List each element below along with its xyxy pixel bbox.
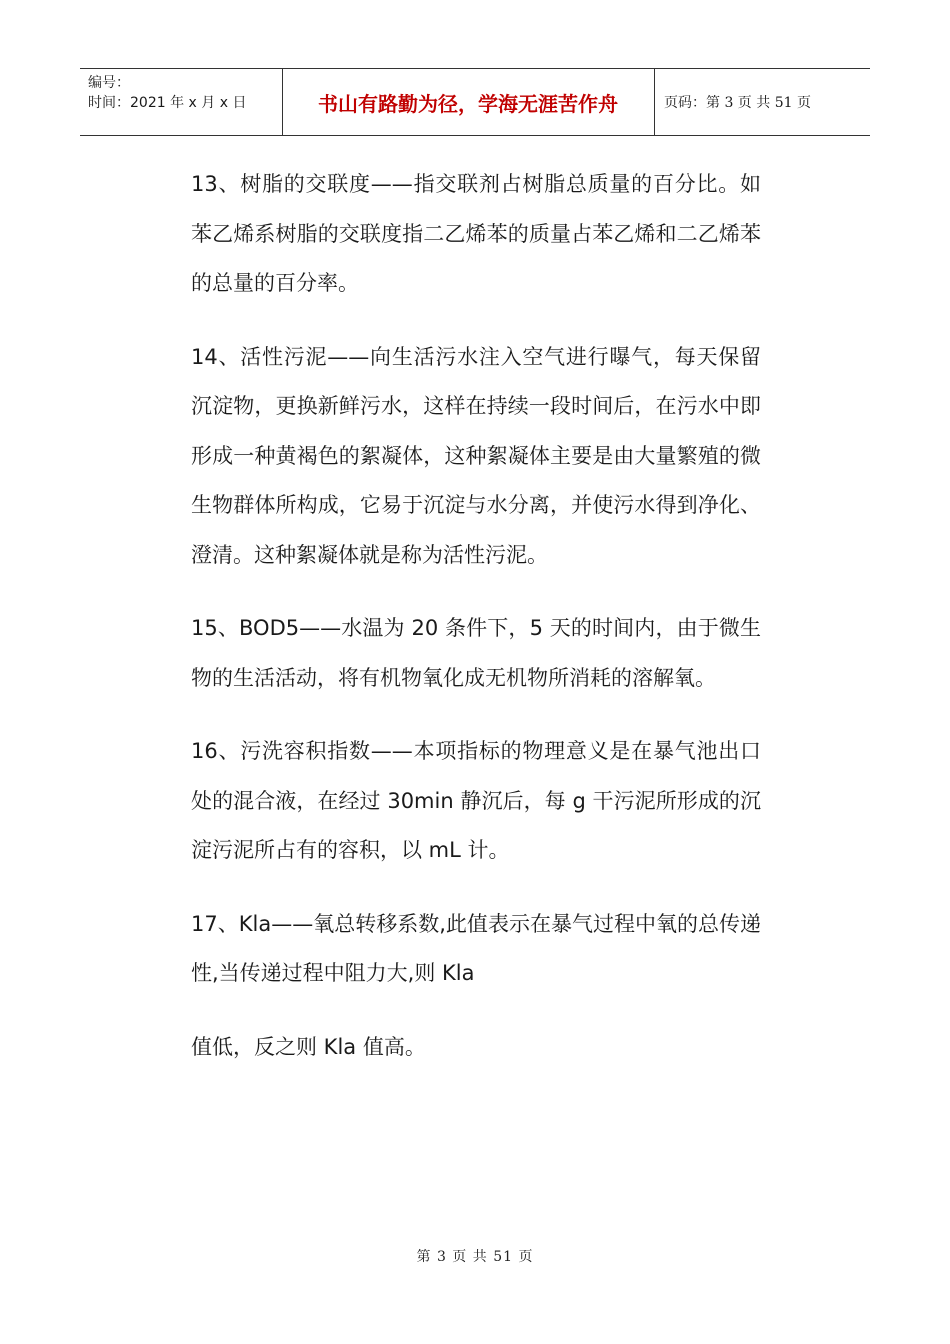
definition-text: 向生活污水注入空气进行曝气，每天保留沉淀物，更换新鲜污水，这样在持续一段时间后，在污水中即形成一种黄褐色的絮凝体，这种絮凝体主要是由大量繁殖的微生物群体所构成，它易于沉淀与水分离，并使污水得到净化、澄清。这种絮凝体就是称为活性污泥。	[191, 344, 761, 567]
header-time-label: 时间：2021 年 x 月 x 日	[88, 95, 247, 111]
definition-term: 15、BOD5——	[191, 616, 342, 640]
definition-paragraph-14	[191, 333, 761, 581]
definition-term: 14、活性污泥——	[191, 344, 370, 369]
header-motto: 书山有路勤为径，学海无涯苦作舟	[318, 91, 618, 116]
page-header	[80, 68, 870, 136]
definition-term: 13、树脂的交联度——	[191, 172, 413, 196]
definition-paragraph-16	[191, 727, 761, 876]
header-page-info: 页码：第 3 页 共 51 页	[664, 95, 811, 111]
definition-paragraph-15	[191, 604, 761, 703]
definition-paragraph-13	[191, 160, 761, 309]
definition-paragraph-17-continued	[191, 1023, 761, 1073]
definition-text: 指交联剂占树脂总质量的百分比。如苯乙烯系树脂的交联度指二乙烯苯的质量占苯乙烯和二乙烯苯的总量的百分率。	[191, 172, 761, 295]
header-divider-right	[654, 69, 655, 135]
definition-text: 值低，反之则 Kla 值高。	[191, 1034, 426, 1059]
definition-term: 17、Kla——	[191, 911, 314, 936]
page-footer: 第 3 页 共 51 页	[416, 1249, 534, 1265]
definition-term: 16、污洗容积指数——	[191, 739, 413, 763]
header-number-label: 编号：	[88, 75, 130, 91]
definition-paragraph-17	[191, 900, 761, 999]
definition-text: 水温为 20 条件下，5 天的时间内，由于微生物的生活活动，将有机物氧化成无机物所消耗的溶解氧。	[191, 616, 762, 690]
definition-text: 本项指标的物理意义是在暴气池出口处的混合液，在经过 30min 静沉后，每 g 干污泥所形成的沉淀污泥所占有的容积，以 mL 计。	[191, 739, 761, 862]
definition-text: 氧总转移系数,此值表示在暴气过程中氧的总传递性,当传递过程中阻力大,则 Kla	[191, 911, 761, 985]
document-body	[191, 160, 761, 1096]
header-meta	[88, 73, 246, 113]
